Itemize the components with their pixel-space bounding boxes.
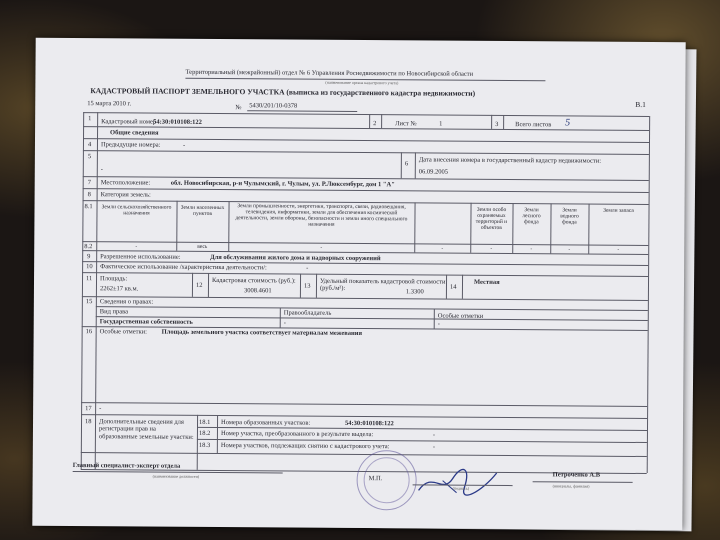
special-notes-value: Площадь земельного участка соответствует материалам межевания bbox=[161, 328, 363, 338]
value-forest: - bbox=[490, 245, 493, 252]
specific-value: 1.3300 bbox=[405, 288, 424, 296]
rights-label: Сведения о правах: bbox=[99, 298, 154, 306]
permitted-use-label: Разрешенное использование: bbox=[100, 253, 181, 261]
sheet-value: 1 bbox=[439, 120, 443, 128]
form-code: В.1 bbox=[635, 99, 646, 109]
value-protected: - bbox=[441, 245, 444, 252]
agency-caption: (наименование органа кадастрового учета) bbox=[325, 79, 399, 86]
value-undetermined: - bbox=[617, 246, 620, 253]
cadastral-value-label: Кадастровая стоимость (руб.): bbox=[211, 276, 296, 285]
row-1-number: 1 bbox=[88, 115, 92, 123]
previous-numbers-label: Предыдущие номера: bbox=[100, 141, 161, 149]
row-18-2-number: 18.2 bbox=[198, 429, 211, 437]
converted-plot-label: Номер участка, преобразованного в результате выдела: bbox=[220, 430, 374, 439]
row-18-number: 18 bbox=[85, 418, 92, 426]
value-reserve: - bbox=[568, 246, 571, 253]
row-18-3-number: 18.3 bbox=[198, 441, 211, 449]
location-value: обл. Новосибирская, р-н Чулымский, г. Чулым, ул. Р.Люксембург, дом 1 "А" bbox=[170, 179, 395, 189]
category-agricultural: Земли сельскохозяйственного назначения bbox=[101, 204, 172, 217]
cadastral-value: 3008.4601 bbox=[243, 287, 272, 295]
general-info-heading: Общие сведения bbox=[110, 129, 159, 137]
handwritten-signature bbox=[412, 460, 502, 501]
permitted-use-value: Для обслуживания жилого дома и надворных сооружений bbox=[210, 253, 381, 263]
row-13-number: 13 bbox=[303, 282, 311, 290]
row-8-2-number: 8.2 bbox=[84, 243, 93, 251]
cadastral-passport-document bbox=[32, 38, 685, 531]
actual-use-label: Фактическое использование /характеристика деятельности/: bbox=[100, 263, 267, 272]
land-category-label: Категория земель: bbox=[100, 191, 151, 199]
category-undetermined: Земли запаса bbox=[603, 207, 634, 214]
value-agricultural: - bbox=[135, 243, 138, 250]
entry-date-value: 06.09.2005 bbox=[418, 168, 449, 176]
number-sign: № bbox=[235, 104, 242, 112]
category-industry: Земли промышленности, энергетики, транспорта, связи, радиовещания, телевидения, информатики, земли для обеспечения космической деятельности, земли обороны, безопасности и земли иного специального назначения bbox=[235, 203, 408, 228]
row-15-number: 15 bbox=[85, 298, 93, 306]
row-14-number: 14 bbox=[449, 283, 457, 291]
official-stamp bbox=[356, 450, 416, 510]
rights-notes-header: Особые отметки bbox=[437, 312, 484, 320]
row-6-number: 6 bbox=[404, 160, 409, 168]
row-4-number: 4 bbox=[87, 141, 92, 149]
row-5-number: 5 bbox=[87, 153, 92, 161]
specific-value-label: Удельный показатель кадастровой стоимости (руб./м²): bbox=[319, 277, 446, 293]
cost-type-value: Местная bbox=[473, 278, 500, 286]
category-forest: Земли лесного фонда bbox=[522, 207, 541, 226]
row-8-1-number: 8.1 bbox=[84, 203, 93, 211]
removed-plots-label: Номера участков, подлежащих снятию с кадастрового учета: bbox=[220, 442, 390, 451]
name-caption: (инициалы, фамилия) bbox=[552, 483, 590, 489]
total-sheets-label: Всего листов bbox=[515, 121, 552, 129]
category-water: Земли водного фонда bbox=[560, 207, 579, 226]
official-name: Петроченко А.В bbox=[552, 471, 601, 479]
formed-plots-label: Номера образованных участков: bbox=[221, 419, 311, 427]
rights-notes-value: - bbox=[437, 320, 440, 328]
document-title: КАДАСТРОВЫЙ ПАСПОРТ ЗЕМЕЛЬНОГО УЧАСТКА (выписка из государственного кадастра недвижимости) bbox=[90, 86, 476, 98]
row-5-value: - bbox=[100, 166, 103, 174]
document-number: 5430/201/10-0378 bbox=[249, 102, 298, 110]
location-label: Местоположение: bbox=[100, 179, 151, 187]
area-label: Площадь: bbox=[100, 275, 128, 283]
value-industry: - bbox=[320, 244, 323, 251]
seal-place: М.П. bbox=[368, 475, 383, 483]
row-3-number: 3 bbox=[495, 120, 499, 128]
total-sheets-value: 5 bbox=[565, 117, 571, 129]
rights-holder-header: Правообладатель bbox=[283, 309, 332, 317]
row-16-number: 16 bbox=[85, 328, 93, 336]
official-position: Главный специалист-эксперт отдела bbox=[72, 462, 181, 470]
rights-type-header: Вид права bbox=[99, 308, 129, 316]
document-date: 15 марта 2010 г. bbox=[87, 100, 132, 108]
entry-date-label: Дата внесения номера в государственный кадастр недвижимости: bbox=[418, 156, 602, 165]
agency-name: Территориальный (межрайонный) отдел № 6 Управления Роснедвижимости по Новосибирской области bbox=[185, 68, 474, 78]
previous-numbers-value: - bbox=[182, 141, 186, 149]
sheet-label: Лист № bbox=[395, 120, 417, 128]
removed-plots-value: - bbox=[432, 443, 436, 451]
formed-plots-value: 54:30:010108:122 bbox=[345, 419, 394, 428]
additional-info-label: Дополнительные сведения для регистрации прав на образованные земельные участки: bbox=[98, 418, 194, 441]
value-settlements: весь bbox=[197, 243, 208, 250]
category-protected: Земли особо охраняемых территорий и объектов bbox=[475, 206, 508, 232]
rights-holder-value: - bbox=[283, 319, 286, 327]
row-9-number: 9 bbox=[87, 253, 91, 261]
row-10-number: 10 bbox=[86, 263, 93, 271]
row-17-number: 17 bbox=[85, 405, 92, 413]
position-caption: (наименование должности) bbox=[152, 473, 200, 479]
rights-type-value: Государственная собственность bbox=[99, 318, 193, 326]
row-2-number: 2 bbox=[373, 120, 377, 128]
row-12-number: 12 bbox=[195, 281, 203, 289]
signature-caption: (подпись) bbox=[452, 485, 470, 491]
category-settlements: Земли населенных пунктов bbox=[180, 204, 225, 218]
cadastral-number-value: 54:30:010108:122 bbox=[153, 118, 202, 126]
cadastral-number-label: Кадастровый номер bbox=[101, 118, 157, 126]
row-8-number: 8 bbox=[87, 191, 91, 199]
row-18-1-number: 18.1 bbox=[199, 418, 211, 426]
row-7-number: 7 bbox=[87, 179, 91, 187]
value-water: - bbox=[530, 246, 533, 253]
special-notes-label: Особые отметки: bbox=[99, 328, 147, 336]
area-value: 2262±17 кв.м. bbox=[99, 285, 139, 293]
row-11-number: 11 bbox=[86, 275, 93, 283]
row-17-value: - bbox=[99, 405, 102, 413]
actual-use-value: - bbox=[306, 264, 309, 272]
converted-plot-value: - bbox=[432, 431, 436, 439]
